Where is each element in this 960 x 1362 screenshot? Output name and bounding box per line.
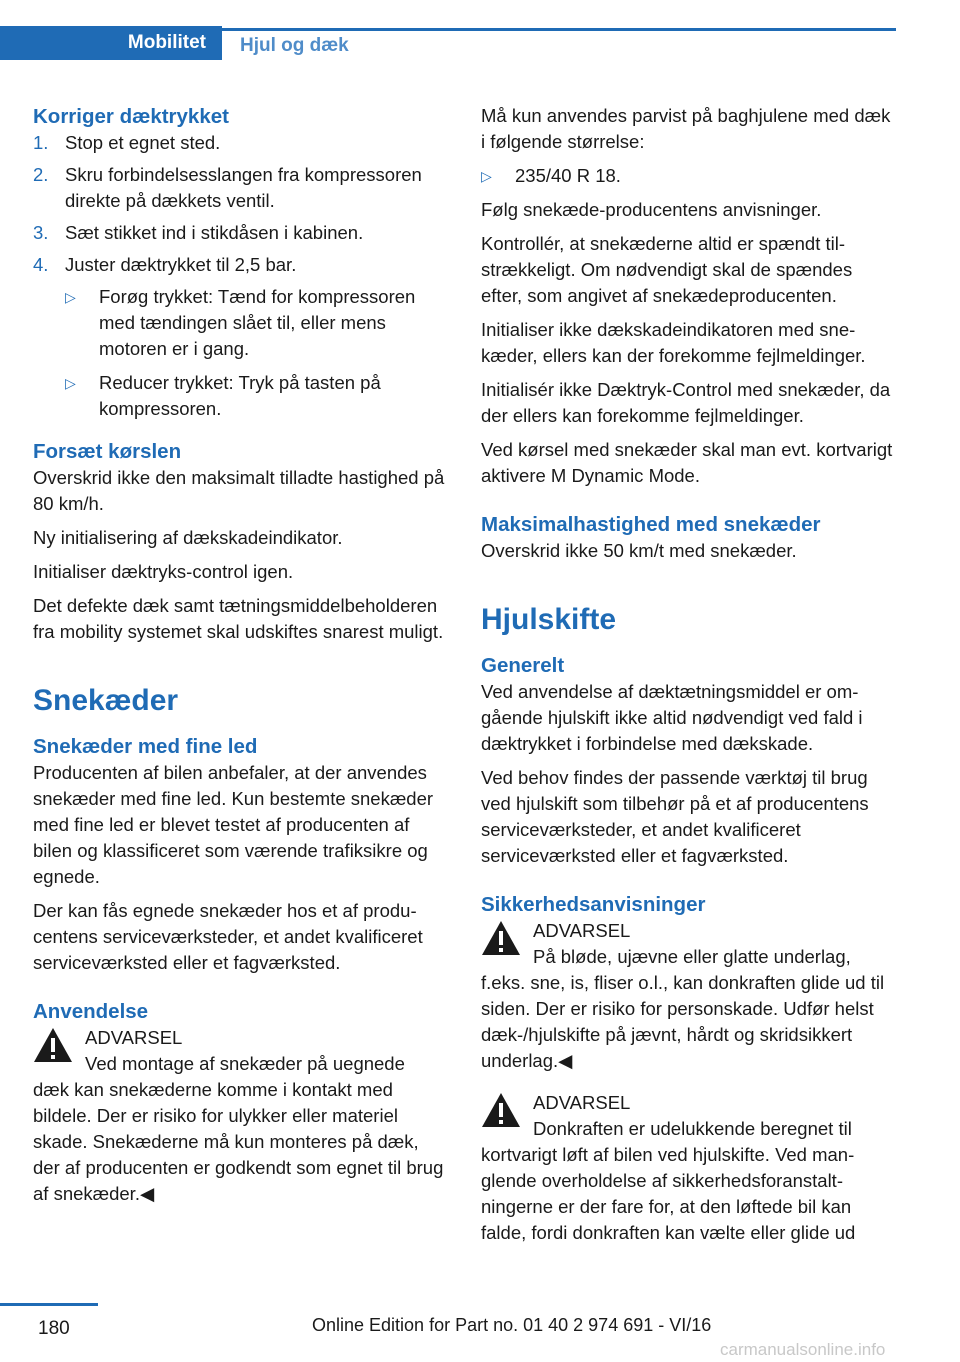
paragraph: Følg snekæde-producentens anvisninger. — [481, 199, 822, 220]
warning-triangle-icon — [33, 1027, 73, 1063]
paragraph: Ny initialisering af dækskadeindikator. — [33, 527, 343, 548]
section-title-maksimalhastighed: Maksimalhastighed med snekæder — [481, 513, 821, 536]
paragraph: Ved kørsel med snekæder skal man evt. kortvarigt aktivere M Dynamic Mode. — [481, 439, 893, 486]
triangle-bullet-icon: ▷ — [481, 168, 492, 184]
warning-triangle-icon — [481, 920, 521, 956]
step-text: Skru forbindelsesslangen fra kompressoren direkte på dækkets ventil. — [65, 164, 422, 211]
left-column — [33, 103, 447, 1223]
section-title-anvendelse: Anvendelse — [33, 1000, 149, 1023]
warning-text: kortvarigt løft af bilen ved hjulskifte. Ved manglende overholdelse af sikkerhedsforanstaltningerne er der fare for, at den løftede bil kan falde, fordi donkraften kan vælte eller glide ud — [481, 1144, 856, 1243]
watermark: carmanualsonline.info — [720, 1340, 886, 1359]
paragraph: Ved anvendelse af dæktætningsmiddel er omgående hjulskift ikke altid nødvendigt ved fald i dæktrykket i forbindelse med dækskade. — [481, 681, 863, 754]
warning-first-line: Donkraften er udelukkende beregnet til — [533, 1118, 852, 1139]
paragraph: Ved behov findes der passende værktøj til brug ved hjulskift som tilbehør på et af producentens serviceværksteder, et andet kvalificeret serviceværksted eller et fagværksted. — [481, 767, 869, 866]
warning-box — [481, 918, 895, 1074]
chapter-title-snekaeder: Snekæder — [33, 684, 179, 717]
right-column — [481, 103, 895, 1262]
chapter-title-hjulskifte: Hjulskifte — [481, 603, 617, 636]
tab-hjul-og-daek-label: Hjul og dæk — [240, 34, 349, 56]
header-rule — [0, 28, 896, 31]
list-item — [481, 163, 895, 189]
page-number: 180 — [38, 1318, 70, 1339]
tire-size-list — [481, 163, 895, 189]
paragraph: Overskrid ikke den maksimalt tilladte hastighed på 80 km/h. — [33, 467, 445, 514]
warning-title: ADVARSEL — [533, 1092, 631, 1113]
tab-mobilitet[interactable] — [0, 26, 222, 60]
step-number: 1. — [33, 132, 49, 153]
bullet-text: Reducer trykket: Tryk på tasten på kompressoren. — [99, 372, 381, 419]
triangle-bullet-icon: ▷ — [65, 375, 76, 391]
list-item — [65, 284, 447, 362]
list-item — [33, 130, 447, 156]
list-item — [33, 220, 447, 246]
warning-title: ADVARSEL — [85, 1027, 183, 1048]
warning-first-line: På bløde, ujævne eller glatte underlag, — [533, 946, 851, 967]
paragraph: Initialiser ikke dækskadeindikatoren med snekæder, ellers kan der forekomme fejlmeldinger. — [481, 319, 866, 366]
step-number: 3. — [33, 222, 49, 243]
triangle-bullet-icon: ▷ — [65, 289, 76, 305]
tab-mobilitet-label: Mobilitet — [127, 32, 206, 53]
paragraph: Initialisér ikke Dæktryk-Control med snekæder, da der ellers kan forekomme fejlmeldinger. — [481, 379, 891, 426]
warning-text: dæk kan snekæderne komme i kontakt med bildele. Der er risiko for ulykker eller materiel skade. Snekæderne må kun monteres på dæk, der af producenten er godkendt som egnet til brug af snekæder.◀ — [33, 1079, 444, 1204]
list-item — [33, 162, 447, 214]
footer-edition: Online Edition for Part no. 01 40 2 974 691 - VI/16 — [312, 1315, 712, 1335]
section-title-forsaet: Forsæt kørslen — [33, 440, 182, 463]
paragraph: Kontrollér, at snekæderne altid er spændt tilstrækkeligt. Om nødvendigt skal de spændes efter, som angivet af snekædeproducenten. — [481, 233, 853, 306]
section-title-generelt: Generelt — [481, 654, 565, 677]
paragraph: Må kun anvendes parvist på baghjulene med dæk i følgende størrelse: — [481, 105, 891, 152]
bullet-text: 235/40 R 18. — [515, 165, 621, 186]
paragraph: Initialiser dæktryks-control igen. — [33, 561, 294, 582]
step-text: Stop et egnet sted. — [65, 132, 221, 153]
step-number: 4. — [33, 254, 49, 275]
list-item — [65, 370, 447, 422]
warning-title: ADVARSEL — [533, 920, 631, 941]
tab-hjul-og-daek[interactable] — [224, 31, 349, 60]
paragraph: Producenten af bilen anbefaler, at der anvendes snekæder med fine led. Kun bestemte snekæder med fine led er blevet testet af producenten af bilen og klassificeret som værende trafiksikre og egnede. — [33, 762, 434, 887]
list-item — [33, 252, 447, 422]
bullet-text: Forøg trykket: Tænd for kompressoren med tændingen slået til, eller mens motoren er i gang. — [99, 286, 416, 359]
sub-bullet-list — [65, 284, 447, 422]
step-text: Juster dæktrykket til 2,5 bar. — [65, 254, 297, 275]
steps-list — [33, 130, 447, 422]
paragraph: Det defekte dæk samt tætningsmiddelbeholderen fra mobility systemet skal udskiftes snarest muligt. — [33, 595, 444, 642]
paragraph: Overskrid ikke 50 km/t med snekæder. — [481, 540, 797, 561]
warning-triangle-icon — [481, 1092, 521, 1128]
step-number: 2. — [33, 164, 49, 185]
section-title-korriger: Korriger dæktrykket — [33, 105, 229, 128]
warning-text: f.eks. sne, is, fliser o.l., kan donkraften glide ud til siden. Der er risiko for personskade. Udfør helst dæk-/hjulskifte på jævnt, hårdt og skridsikkert underlag.◀ — [481, 972, 885, 1071]
section-title-sikkerhed: Sikkerhedsanvisninger — [481, 893, 706, 916]
section-title-fine-led: Snekæder med fine led — [33, 735, 258, 758]
warning-first-line: Ved montage af snekæder på uegnede — [85, 1053, 405, 1074]
warning-box — [481, 1090, 895, 1246]
footer-rule — [0, 1303, 98, 1306]
step-text: Sæt stikket ind i stikdåsen i kabinen. — [65, 222, 364, 243]
paragraph: Der kan fås egnede snekæder hos et af producentens serviceværksteder, et andet kvalificeret serviceværksted eller et fagværksted. — [33, 900, 423, 973]
warning-box — [33, 1025, 447, 1207]
